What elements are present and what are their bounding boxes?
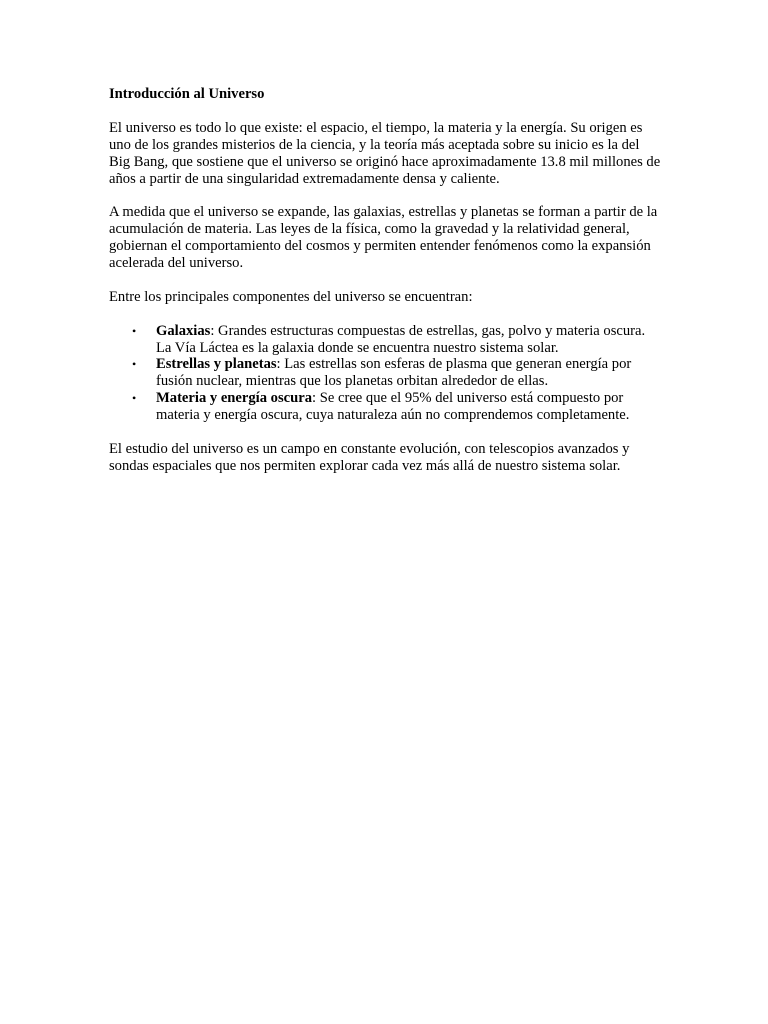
paragraph-closing: El estudio del universo es un campo en constante evolución, con telescopios avanzados y sondas espaciales que nos permiten explorar cada vez más allá de nuestro sistema solar. xyxy=(109,440,630,474)
bullet-icon: • xyxy=(132,357,137,372)
paragraph-components-lead: Entre los principales componentes del universo se encuentran: xyxy=(109,288,473,305)
bullet-icon: • xyxy=(132,323,137,338)
list-item-term: Materia y energía oscura xyxy=(156,390,313,407)
list-item-term: Estrellas y planetas xyxy=(156,356,277,373)
list-item-galaxias xyxy=(132,322,661,357)
list-item-estrellas xyxy=(132,356,661,390)
list-item-term: Galaxias xyxy=(156,322,211,339)
list-item-text: : Las estrellas son esferas de plasma que generan energía por fusión nuclear, mientras que los planetas orbitan alrededor de ellas. xyxy=(156,356,632,390)
document-title: Introducción al Universo xyxy=(109,86,265,102)
components-list xyxy=(109,323,661,424)
list-item-text: : Se cree que el 95% del universo está compuesto por materia y energía oscura, cuya naturaleza aún no comprendemos completamente. xyxy=(156,390,630,424)
document-page xyxy=(109,86,661,492)
list-item-text: : Grandes estructuras compuestas de estrellas, gas, polvo y materia oscura. La Vía Láctea es la galaxia donde se encuentra nuestro sistema solar. xyxy=(156,322,646,356)
paragraph-expansion: A medida que el universo se expande, las galaxias, estrellas y planetas se forman a partir de la acumulación de materia. Las leyes de la física, como la gravedad y la relatividad general, gobiernan el comportamiento del cosmos y permiten entender fenómenos como la expansión acelerada del universo. xyxy=(109,204,658,272)
bullet-icon: • xyxy=(132,391,137,406)
paragraph-intro: El universo es todo lo que existe: el espacio, el tiempo, la materia y la energía. Su origen es uno de los grandes misterios de la ciencia, y la teoría más aceptada sobre su inicio es la del Big Bang, que sostiene que el universo se originó hace aproximadamente 13.8 mil millones de años a partir de una singularidad extremadamente densa y caliente. xyxy=(109,119,661,187)
list-item-materia xyxy=(132,390,661,424)
